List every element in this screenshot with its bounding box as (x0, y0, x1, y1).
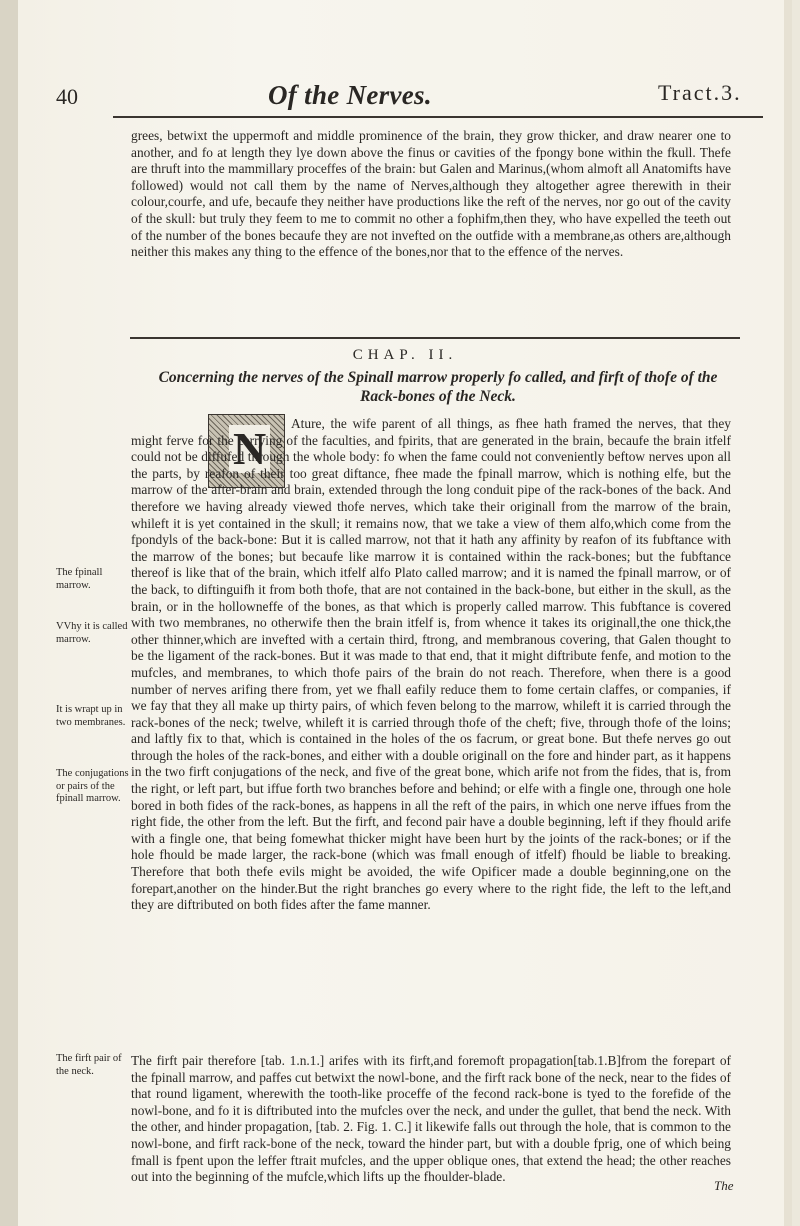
margin-note: VVhy it is called marrow. (56, 621, 128, 645)
running-title: Of the Nerves. (268, 80, 432, 110)
header-rule (113, 116, 763, 118)
final-paragraph: The firft pair therefore [tab. 1.n.1.] arifes with its firft,and foremoft propagation[tab.1.B]from the forepart of the fpinall marrow, and paffes cut betwixt the nowl-bone, and the firft rack bone of the neck, near to the fides of that round ligament, wherewith the tooth-like proceffe of the fecond rack-bone is tyed to the forefide of the nowl-bone, and fo it is diftributed into the mufcles over the neck, and under the gullet, that bend the neck. With the other, and hinder propagation, [tab. 2. Fig. 1. C.] it likewife falls out through the hole, that is common to the nowl-bone, and firft rack-bone of the neck, toward the hinder part, but with a double fprig, one of which being fmall is fpent upon the leffer ftrait mufcles, and the upper oblique ones, that extend the head; the other reaches out into the beginning of the mufcle,which lifts up the fhoulder-blade. (131, 1053, 731, 1185)
page-edge (784, 0, 792, 1226)
catchword: The (714, 1178, 734, 1193)
chapter-title: Concerning the nerves of the Spinall marrow properly fo called, and firft of thofe of the Rack-bones of the Neck. (158, 369, 718, 405)
page-number: 40 (56, 84, 78, 109)
intro-paragraph: grees, betwixt the uppermoft and middle prominence of the brain, they grow thicker, and draw nearer one to another, and fo at length they lye down above the finus or cavities of the fpongy bone within the fkull. Thefe are thruft into the mammillary proceffes of the brain: but Galen and Marinus,(whom almoft all Anatomifts have followed) would not call them by the name of Nerves,although they altogether agree therewith in their colour,courfe, and ufe, becaufe they neither have productions like the reft of the nerves, nor go out of the cavity of the skull: but truly they feem to me to commit no other a fophifm,then they, who have expelled the teeth out of the number of the bones becaufe they are not invefted on the outfide with a membrane,as others are,although neither this makes any thing to the effence of the bones,nor that to the effence of the nerves. (131, 128, 731, 260)
margin-note: The firft pair of the neck. (56, 1053, 122, 1077)
margin-note: The fpinall marrow. (56, 567, 103, 591)
running-header (48, 72, 768, 122)
page-gutter (0, 0, 18, 1226)
drop-cap-letter: N (229, 425, 270, 473)
main-text (131, 416, 731, 914)
tract-label: Tract.3. (658, 80, 742, 105)
main-text-body: Ature, the wife parent of all things, as fhee hath framed the nerves, that they might ferve for the carrying of the faculties, and fpirits, that are generated in the brain, becaufe the brain itfelf could not be diffufed through the whole body: fo when the fame could not conveniently beftow nerves upon all the parts, by reafon of their too great diftance, fhee made the fpinall marrow, which is nothing elfe, but the marrow of the after-brain and brain, extended through the long conduit pipe of the rack-bones of the back. And therefore we having already viewed thofe nerves, which take their originall from the marrow of the brain, whileft it is yet contained in the skull; it remains now, that we take a view of them alfo,which come from the fpondyls of the back-bone: But it is called marrow, not that it hath any affinity by reafon of its fubftance with the marrow of the bones; but becaufe like marrow it is contained within the rack-bones; but the fubftance thereof is like that of the brain, which itfelf alfo Plato called marrow; and it is named the fpinall marrow, or of the back, to diftinguifh it from both thofe, that are not contained in the back-bone, but either in the skull, as the brain, or in the hollowneffe of the bones, as that which is properly called marrow. This fubftance is covered with two membranes, no otherwife then the brain itfelf is, from whence it takes its originall,the one thick,the other thinner,which are invefted with a certain third, ftrong, and membranous covering, that Galen thought to be the ligament of the rack-bones. But it was made to that end, that it might diftribute fenfe, and motion to the mufcles, and membranes, to which thofe pairs of the brain do not reach. Therefore, when there is a good number of nerves arifing there from, yet we fhall eafily reduce them to fome certain claffes, or companies, if we fay that they all make up thirty pairs, of which feven belong to the marrow, whileft it is carried through the rack-bones of the neck; twelve, whileft it is carried through thofe of the cheft; five, through thofe of the loins; and laftly fix to that, which is contained in the holes of the os facrum, or great bone. But thefe nerves go out through the holes of the rack-bones, and either with a double originall on the fore and hinder part, as it happens in the two firft conjugations of the neck, and five of the great bone, which arife not from the fides, that is, from the right, or left part, but iffue forth two branches before and behind; or elfe with a fingle one, through one hole bored in both fides of the rack-bones, as happens in all the reft of the pairs, in which one nerve iffues from the right fide, the other from the left. But the firft, and fecond pair have a double beginning, left if they fhould arife with a fingle one, that being fomewhat thicker might have been hurt by the joints of the rack-bones; or if the hole fhould be made larger, the rack-bone (which was fmall enough of itfelf) fhould be liable to breaking. Therefore that both thefe evils might be avoided, the wife Opificer made a double beginning,one on the forepart,another on the hinder.But the right branches go every where to the right fide, the left to the left,and they are diftributed on both fides after the fame manner. (131, 416, 731, 913)
margin-note: It is wrapt up in two membranes. (56, 704, 126, 728)
book-page (18, 0, 792, 1226)
chapter-number: CHAP. II. (352, 347, 458, 363)
chapter-rule (130, 337, 740, 339)
margin-note: The conjugations or pairs of the fpinall marrow. (56, 768, 129, 804)
